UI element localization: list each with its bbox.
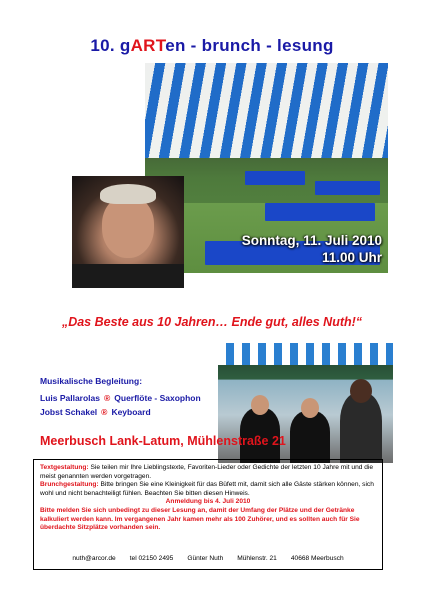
brunch-label: Brunchgestaltung: [40, 481, 99, 489]
venue-address: Meerbusch Lank-Latum, Mühlenstraße 21 [40, 434, 286, 448]
contact-name: Günter Nuth [187, 555, 224, 563]
player-1 [40, 393, 201, 403]
musician-head [251, 395, 269, 415]
contact-email[interactable]: nuth@arcor.de [72, 555, 116, 563]
text-body: Sie teilen mir Ihre Lieblingstexte, Favoriten-Lieder oder Gedichte der letzten 10 Jahre mit und die meist genannten werden vorgetragen. [40, 464, 374, 480]
player-name: Jobst Schakel [40, 407, 98, 417]
title-part-1: 10. g [90, 36, 131, 55]
date-line: Sonntag, 11. Juli 2010 [241, 233, 382, 248]
musician-figure [340, 393, 382, 463]
contact-line [34, 555, 382, 564]
contact-phone: tel 02150 2495 [129, 555, 174, 563]
title-art-highlight: ART [130, 36, 166, 55]
flyer-title [0, 36, 424, 56]
player-instrument: Keyboard [111, 407, 151, 417]
player-symbol: ® [101, 407, 108, 417]
text-info [40, 464, 376, 481]
table-cover [265, 203, 375, 221]
title-part-3: en - brunch - lesung [165, 36, 334, 55]
brunch-info [40, 481, 376, 498]
musician-head [301, 398, 319, 418]
shirt [72, 264, 184, 288]
face [102, 196, 154, 258]
musician-head [350, 379, 372, 403]
music-heading: Musikalische Begleitung: [40, 376, 143, 386]
time-line: 11.00 Uhr [321, 250, 382, 265]
player-name: Luis Pallarolas [40, 393, 100, 403]
event-date [242, 232, 382, 266]
quote: „Das Beste aus 10 Jahren… Ende gut, alles Nuth!“ [61, 315, 363, 329]
player-instrument: Querflöte - Saxophon [114, 393, 201, 403]
registration-deadline: Anmeldung bis 4. Juli 2010 [165, 498, 251, 506]
info-box [33, 459, 383, 570]
brunch-body: Bitte bringen Sie eine Kleinigkeit für das Büfett mit, damit sich alle Gäste stärken können, sich wohl und nicht benachteiligt fühlen. Beachten Sie bitten diesen Hinweis. [40, 481, 374, 497]
text-label: Textgestaltung: [40, 464, 89, 471]
contact-street: Mühlenstr. 21 [237, 555, 277, 563]
portrait-photo [72, 176, 184, 288]
player-2 [40, 407, 151, 417]
table-cover [245, 171, 305, 185]
hair [100, 184, 156, 204]
table-cover [315, 181, 380, 195]
stage-canopy [218, 343, 393, 365]
registration-notice: Bitte melden Sie sich unbedingt zu dieser Lesung an, damit der Umfang der Plätze und der Getränke kalkuliert werden kann. Im vergangenen Jahr kamen mehr als 100 Zuhörer, und es sollten auch für Sie überdachte Sitzplätze vorhanden sein. [40, 506, 360, 532]
tent-canopy [145, 63, 388, 158]
player-symbol: ® [104, 393, 111, 403]
contact-city: 40668 Meerbusch [290, 555, 344, 563]
musician-figure [290, 411, 330, 463]
